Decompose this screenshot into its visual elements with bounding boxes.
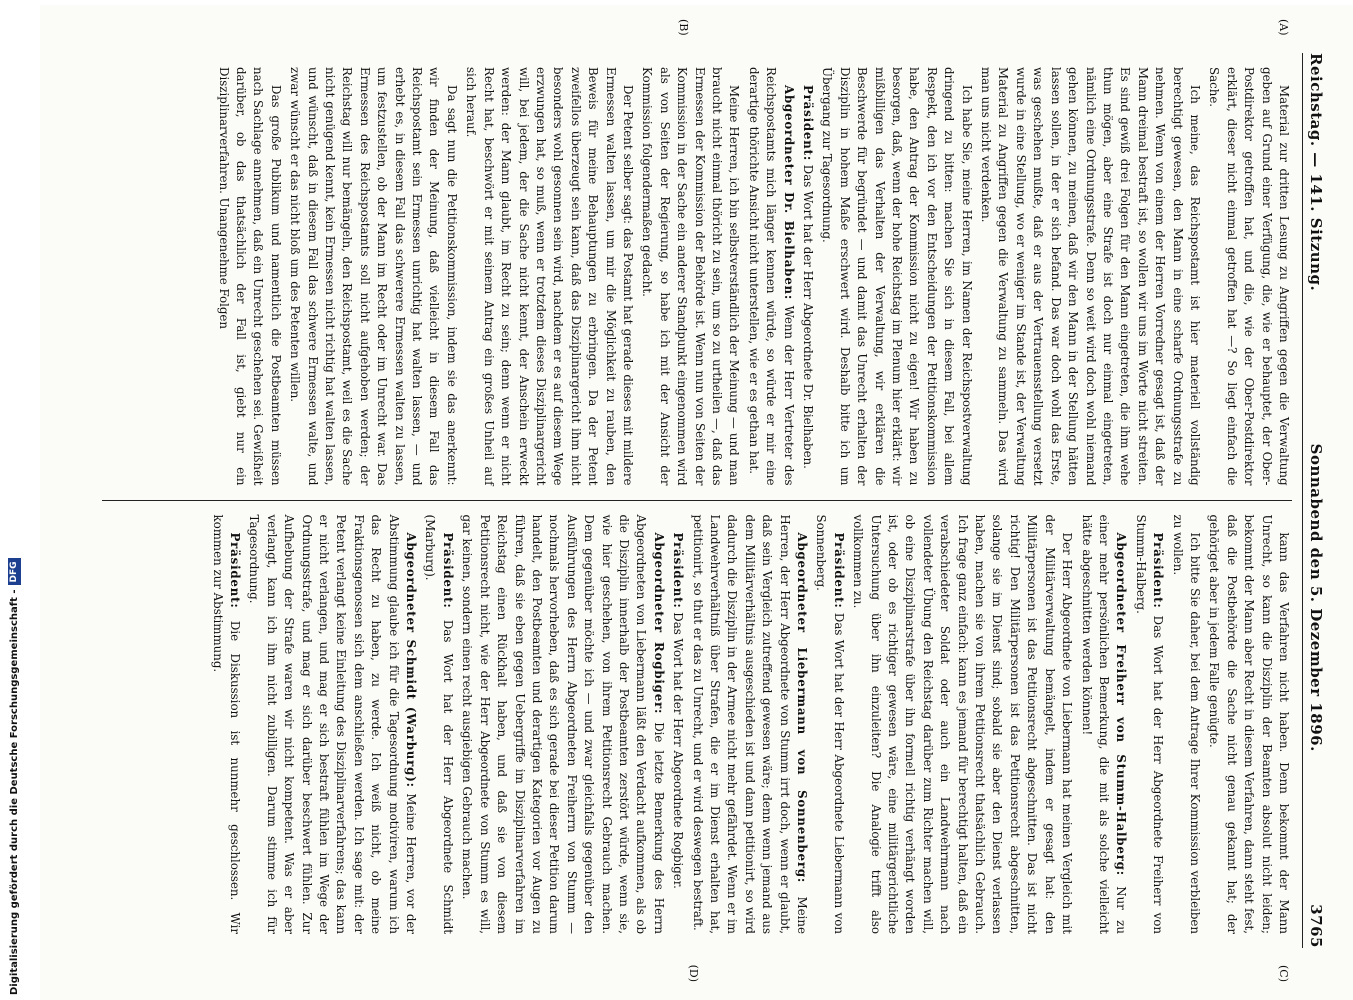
speech-text: Meine Herren, vor der Abstimmung glaube ich für die Tagesordnung motiviren, warum ich das Recht zu haben, zu werde. Ich weiß nicht, ob meine Fraktionsgenossen sich dem anschließen werden. Ich sage mit: der Petent verlangt keine Einleitung des Disziplinarverfahrens; das kann er nicht verlangen, und mag er sich bestraft fühlen im Wege der Ordnungsstrafe, und mag er sich darüber beschwert fühlen. Zur Aufhebung der Strafe waren wir nicht kompetent. Was er aber verlangt, kann ich ihm nicht zubilligen. Darum stimme ich für Tagesordnung. bbox=[247, 514, 419, 934]
speech-text: Das Wort hat der Herr Abgeordnete Liebermann von Sonnenberg. bbox=[814, 514, 846, 935]
margin-marker-c: (C) bbox=[1277, 965, 1290, 982]
margin-marker-b: (B) bbox=[677, 19, 690, 36]
margin-marker-a: (A) bbox=[1277, 19, 1290, 36]
dfg-logo: DFG bbox=[8, 558, 21, 585]
speaker-label: Abgeordneter Freiherr von Stumm-Halberg: bbox=[1114, 532, 1129, 876]
paragraph: Ich habe Sie, meine Herren, im Namen der Reichspostverwaltung dringend zu bitten: machen Sie sich in diesem Fall, bei allem Respekt, den ich vor den Entscheidungen der Petitionskommission habe, den Antrag der Kommission nicht zu eigen! Wir haben zu besorgen, daß, wenn der hohe Reichstag im Plenum hier erklärt: wir mißbilligen das Verhalten der Verwaltung, wir erklären die Beschwerde für begründet — und damit das Unrecht erhalten der Disziplin in hohem Maße erschwert wird. Deshalb bitte ich um Übergang zur Tagesordnung. bbox=[820, 67, 974, 486]
speaker-label: Abgeordneter Dr. Bielhaben: bbox=[781, 85, 796, 301]
speech-text: Nur zu einer mehr persönlichen Bemerkung, die mit als solche vielleicht hätte abgeschnitten werden können! bbox=[1079, 514, 1129, 934]
paragraph bbox=[744, 67, 796, 486]
paragraph: Da sagt nun die Petitionskommission, indem sie das anerkennt: wir finden der Meinung, daß vielleicht in diesem Fall das Reichspostamt sein Ermessen unrichtig hat walten lassen, — und erhebt es, in diesem Fall das schwerere Ermessen walten zu lassen, um festzustellen, ob der Mann im Recht oder im Unrecht war. Das Ermessen des Reichspostamts soll nicht aufgehoben werden; der Reichstag will nur bemängeln, den Reichspostamt, weil es die Sache nicht genügend kennt, kein Ermessen nicht richtig hat walten lassen, und wünscht, daß in diesem Fall das schwere Ermessen walte, und zwar wünscht er das nicht bloß um des Petenten willen. bbox=[288, 67, 459, 486]
speech-text: Das Wort hat der Herr Abgeordnete Rogbiger. bbox=[671, 612, 686, 889]
paragraph bbox=[799, 67, 816, 486]
speaker-label: Präsident: bbox=[801, 85, 816, 161]
left-column bbox=[102, 19, 1292, 501]
paragraph bbox=[812, 515, 847, 935]
speech-text: Das Wort hat der Herr Abgeordnete Dr. Bielhaben. bbox=[801, 164, 816, 469]
paragraph bbox=[688, 515, 810, 935]
paragraph: Ich meine, das Reichspostamt ist hier materiell vollständig berechtigt gewesen, den Mann in eine scharfe Ordnungsstrafe zu nehmen. Wenn von einem der Herren Vorredner gesagt ist, daß der Mann dreimal bestraft ist, so wollen wir uns im Worte nicht streiten. Es sind gewiß drei Folgen für den Mann eingetreten, die ihm wehe thun mögen, aber eine Strafe ist doch nur einmal eingetreten, nämlich eine Ordnungsstrafe. Denn so weit wird doch wohl niemand gehen können, zu meinen, daß wir den Mann in der Stellung hätten lassen sollen, in der er sich befand. Das war doch wohl das Erste, was geschehen mußte, daß er aus der Vertrauensstellung versetzt wurde in eine Stellung, wo er weniger im Stande ist, der Verwaltung Material zu Angriffen gegen die Verwaltung zu sammeln. Das wird man uns nicht verdenken. bbox=[979, 67, 1202, 486]
speech-text: Meine Herren, der Herr Abgeordnete von Stumm irrt doch, wenn er glaubt, daß sein Vergleich zutreffend gewesen wäre; denn wenn jemand aus dem Militärverhältnis ausgeschieden ist und dann petitionirt, so wird dadurch die Disziplin in der Armee nicht mehr gefährdet. Wenn er im Landwehrverhältniß über Strafen, die er im Dienst erhalten hat, petitionirt, so thut er das zu Unrecht, und er wird deswegen bestraft. bbox=[690, 514, 810, 934]
page-number: 3765 bbox=[1307, 904, 1325, 948]
text-columns bbox=[102, 19, 1292, 982]
speaker-label: Präsident: bbox=[831, 532, 846, 609]
speaker-label: Abgeordneter Rogbiger: bbox=[651, 532, 666, 715]
scanned-page bbox=[40, 5, 1353, 1000]
paragraph: Material zur dritten Lesung zu Angriffen gegen die Verwaltung geben auf Grund einer Verfügung, die, wie er behauptet, der Ober-Postdirektor getroffen hat, und die, wie der Ober-Postdirektor erklärt, dieser nicht einmal getroffen hat —? So liegt einfach die Sache. bbox=[1207, 67, 1291, 486]
page-header bbox=[1302, 53, 1325, 948]
speech-text: Das Wort hat der Herr Abgeordnete Freiherr von Stumm-Halberg. bbox=[1133, 514, 1166, 934]
paragraph: Der Petent selber sagt: das Postamt hat gerade dieses mit mildere Ermessen walten lassen, um mir die Möglichkeit zu rauben, den Beweis für meine Behauptungen zu erbringen. Da der Petent zweifellos überzeugt sein kann, daß das Disziplinargericht ihm nicht besonders wohl gesonnen sein wird, nachdem er es auf diesem Wege erzwungen hat, so muß, wenn er trotzdem dieses Disziplinargericht will, bei jedem, der die Sache nicht kennt, der Anschein erweckt werden: der Mann glaubt, im Recht zu sein; denn wenn er nicht Recht hat, beschwört er mit seinem Antrag ein großes Unheil auf sich herauf. bbox=[464, 67, 635, 486]
right-column bbox=[102, 501, 1292, 982]
paragraph bbox=[421, 515, 456, 935]
speaker-label: Präsident: bbox=[671, 532, 686, 609]
paragraph bbox=[458, 515, 667, 935]
credit-label: Digitalisierung gefördert durch die Deutsche Forschungsgemeinschaft - bbox=[9, 589, 20, 995]
speech-text: Das Wort hat der Herr Abgeordnete Schmidt (Marburg). bbox=[423, 514, 455, 935]
speech-text: Die letzte Bemerkung des Herrn Abgeordneten von Liebermann läßt den Verdacht aufkommen, als ob die Disziplin innerhalb der Postbeamten zerstört würde, wenn sie, wie hier geschehen, von ihrem Petitionsrecht Gebrauch machen. Dem gegenüber möchte ich — und zwar gleichfalls gegenüber den Ausführungen des Herrn Abgeordneten Freiherrn von Stumm — nochmals hervorheben, daß es sich gerade bei dieser Petition darum handelt, den Postbeamten und derartigen Kategorien vor Augen zu führen, daß sie eben gegen Uebergriffe im Disziplinarverfahren im Reichstag einen Rückhalt haben, und daß sie von diesem Petitionsrecht nicht, wie der Herr Abgeordnete von Stumm es will, gar keinen, sondern einen recht ausgiebigen Gebrauch machen. bbox=[460, 514, 666, 934]
digitization-credit bbox=[4, 561, 26, 995]
paragraph: Das große Publikum und namentlich die Postbeamten müssen nach Sachlage annehmen, daß ein Unrecht geschehen sei. Gewißheit darüber, ob das thatsächlich der Fall ist, giebt nur ein Disziplinarverfahren. Unangenehme Folgen bbox=[216, 67, 283, 486]
paragraph: Meine Herren, ich bin selbstverständlich der Meinung — und man braucht nicht einmal thöricht zu sein, um so zu urtheilen —, daß das Ermessen der Kommission der Behörde ist. Wenn nun von Seiten der Kommission in der Sache ein anderer Standpunkt eingenommen wird als von Seiten der Regierung, so habe ich mit der Ansicht der Kommission folgendermaßen gedacht. bbox=[640, 67, 742, 486]
paragraph: kann das Verfahren nicht haben. Denn bekommt der Mann Unrecht, so kann die Disziplin der Beamten absolut nicht leiden; bekommt der Mann aber Recht in diesem Verfahren, dann steht fest, daß die Postbehörde die Sache nicht genau gekannt hat; der gehöriget aber in jedem Falle genügte. bbox=[1207, 514, 1291, 934]
header-left: Reichstag. — 141. Sitzung. bbox=[1307, 53, 1325, 292]
paragraph bbox=[245, 515, 419, 935]
speaker-label: Abgeordneter Liebermann von Sonnenberg: bbox=[795, 532, 810, 884]
paragraph bbox=[208, 515, 243, 935]
speaker-label: Abgeordneter Schmidt (Warburg): bbox=[404, 532, 419, 788]
paragraph bbox=[1131, 515, 1166, 935]
credit-text bbox=[4, 561, 26, 995]
paragraph bbox=[1077, 515, 1129, 935]
paragraph: Ich bitte Sie daher, bei dem Antrage Ihrer Kommission verbleiben zu wollen. bbox=[1170, 514, 1202, 934]
rotated-page-content bbox=[40, 5, 1353, 1000]
speaker-label: Präsident: bbox=[228, 532, 243, 609]
speaker-label: Präsident: bbox=[1151, 532, 1166, 609]
paragraph: Der Herr Abgeordnete von Liebermann hat meinen Vergleich mit der Militärverwaltung bemängelt, indem er gesagt hat: den Militärpersonen ist das Petitionsrecht abgeschnitten. Das ist nicht richtig! Den Militärpersonen ist das Petitionsrecht abgeschnitten, solange sie im Dienst sind; sobald sie aber den Dienst verlassen haben, machen sie von ihrem Petitionsrecht thatsächlich Gebrauch. Ich frage ganz einfach: kann es jemand für berechtigt halten, daß ein verabschiedeter Soldat oder auch ein Landwehrmann nach vollendeter Übung den Reichstag darüber zum Richter machen will, ob eine Disziplinarstrafe über ihn formell richtig verhängt worden ist, oder ob es richtiger gewesen wäre, eine militärgerichtliche Untersuchung über ihn einzuleiten? Die Analogie trifft also vollkommen zu. bbox=[851, 514, 1075, 934]
speech-text: Die Diskussion ist nunmehr geschlossen. Wir kommen zur Abstimmung. bbox=[210, 514, 243, 935]
speaker-label: Präsident: bbox=[440, 532, 455, 609]
paragraph bbox=[669, 515, 686, 935]
speech-text: Wenn der Herr Vertreter des Reichspostamts mich länger kennen würde, so würde er mir eine derartige thörichte Ansicht nicht unterstellen, wie er es gethan hat. bbox=[746, 67, 796, 486]
margin-marker-d: (D) bbox=[687, 964, 700, 982]
header-date: Sonnabend den 5. Dezember 1896. bbox=[1307, 443, 1325, 752]
